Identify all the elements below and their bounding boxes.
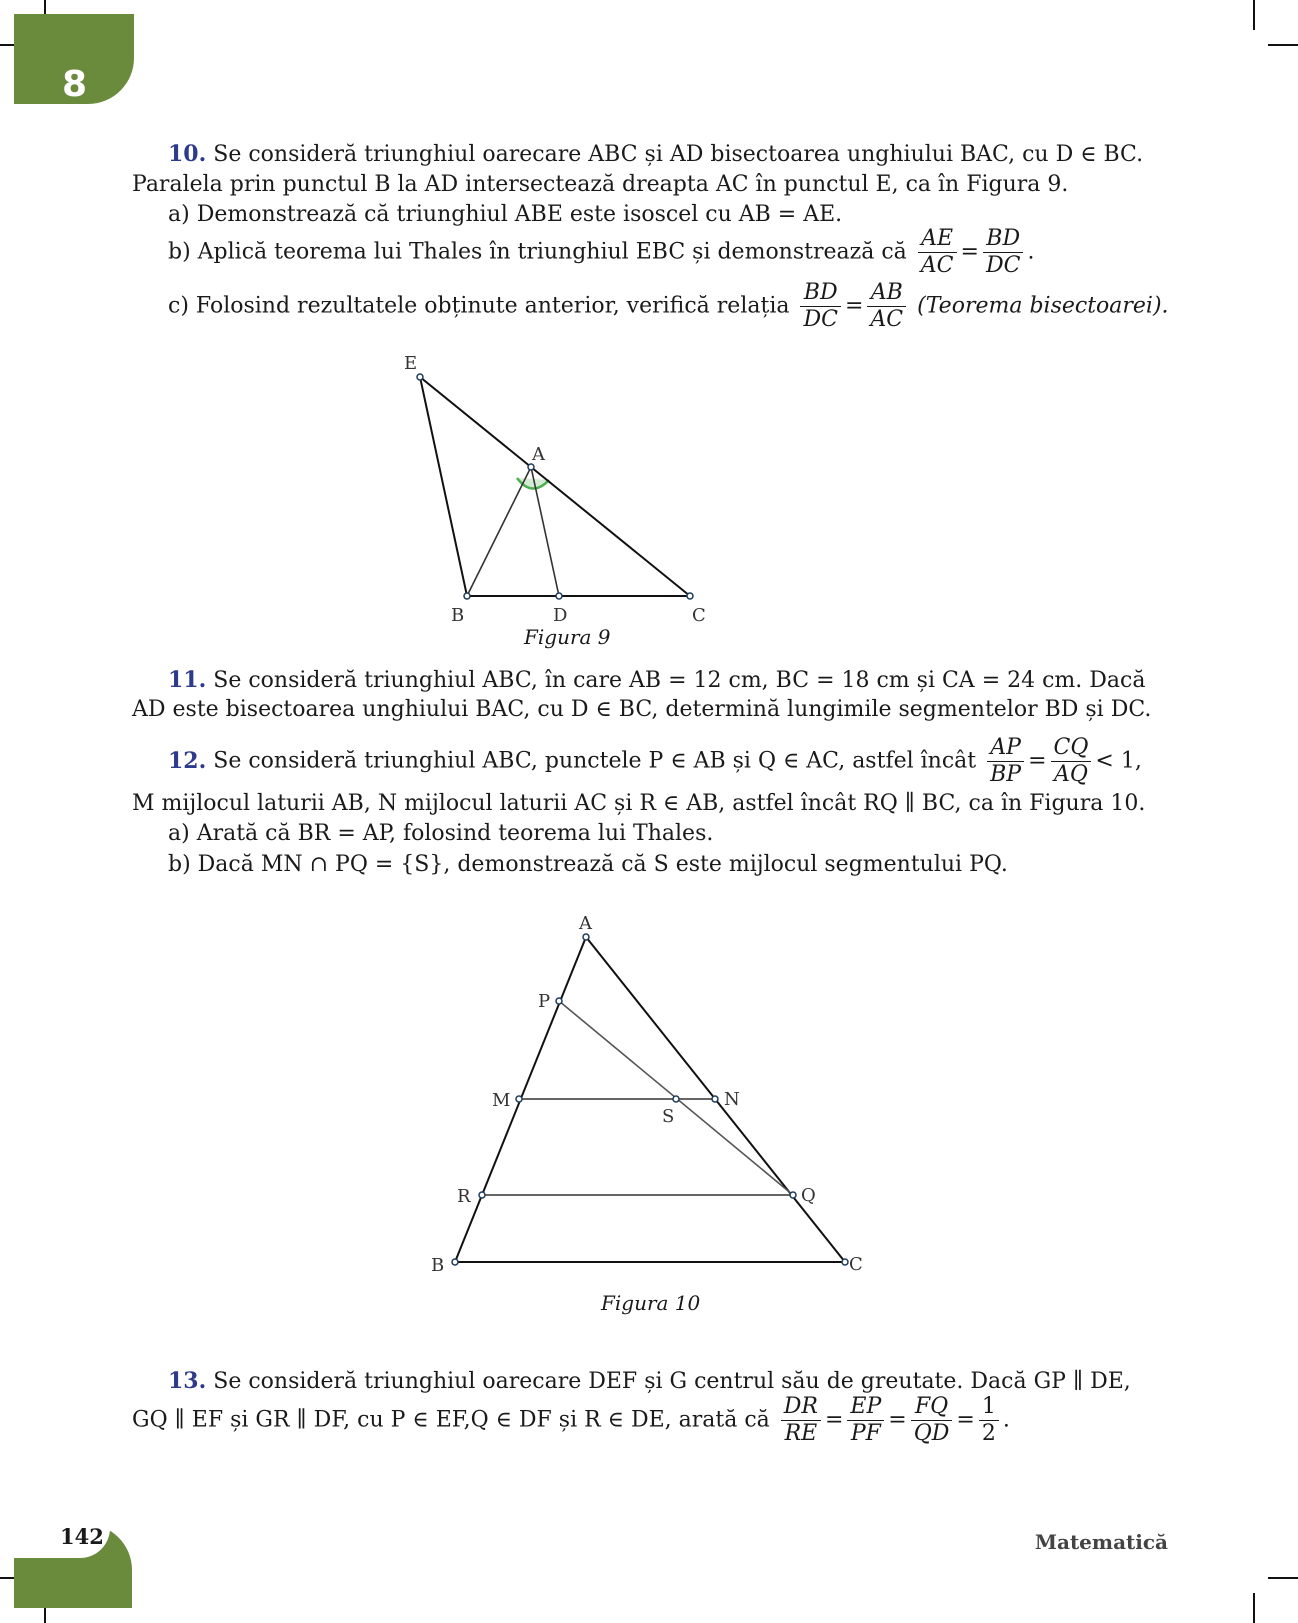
label-R: R <box>457 1186 471 1207</box>
numerator: BD <box>800 280 840 307</box>
denominator: DC <box>803 307 838 332</box>
inequality-end: < 1, <box>1095 748 1142 774</box>
problem-number: 11. <box>168 667 207 693</box>
label-A: A <box>532 444 545 465</box>
denominator: AC <box>920 253 954 278</box>
denominator: BP <box>990 762 1022 787</box>
label-B: B <box>431 1255 445 1276</box>
denominator: RE <box>784 1421 818 1446</box>
denominator: AQ <box>1054 762 1088 787</box>
problem-text: Se consideră triunghiul oarecare DEF și G centrul său de greutate. Dacă GP ∥ DE, <box>213 1369 1131 1394</box>
numerator: DR <box>781 1394 821 1421</box>
problem-10-part-a: a) Demonstrează că triunghiul ABE este isoscel cu AB = AE. <box>168 202 843 227</box>
label-A: A <box>579 913 592 934</box>
problem-number: 13. <box>168 1368 207 1394</box>
numerator: CQ <box>1051 735 1092 762</box>
part-c-text: c) Folosind rezultatele obținute anterior, verifică relația <box>168 293 790 319</box>
denominator: 2 <box>981 1421 996 1446</box>
numerator: EP <box>847 1394 884 1421</box>
fraction <box>979 1394 999 1447</box>
label-N: N <box>724 1089 740 1110</box>
numerator: AB <box>867 280 906 307</box>
point-A <box>583 934 589 940</box>
figure-9-caption: Figura 9 <box>524 625 611 649</box>
equals-sign: = <box>1028 748 1047 774</box>
point-N <box>712 1096 718 1102</box>
equals-sign: = <box>956 1407 975 1433</box>
point-S <box>673 1096 679 1102</box>
problem-text: Se consideră triunghiul ABC, punctele P ∈ AB și Q ∈ AC, astfel încât <box>213 748 977 774</box>
point-M <box>516 1096 522 1102</box>
point-B <box>452 1259 458 1265</box>
chapter-number: 8 <box>62 64 88 105</box>
fraction <box>911 1394 953 1447</box>
problem-12-line-2: M mijlocul laturii AB, N mijlocul laturii AC și R ∈ AB, astfel încât RQ ∥ BC, ca în Figura 10. <box>132 791 1146 816</box>
problem-number: 10. <box>168 141 207 167</box>
label-B: B <box>451 605 465 626</box>
figure-10-caption: Figura 10 <box>601 1291 701 1315</box>
label-D: D <box>553 605 568 626</box>
numerator: BD <box>983 226 1023 253</box>
page-number: 142 <box>60 1524 104 1549</box>
problem-11-line-2: AD este bisectoarea unghiului BAC, cu D ∈ BC, determină lungimile segmentelor BD și DC. <box>132 697 1152 722</box>
numerator: FQ <box>911 1394 953 1421</box>
label-C: C <box>692 605 706 626</box>
part-b-text: b) Aplică teorema lui Thales în triunghiul EBC și demonstrează că <box>168 239 907 265</box>
label-P: P <box>538 991 551 1012</box>
denominator: AC <box>870 307 904 332</box>
point-Q <box>790 1192 796 1198</box>
theorem-name: (Teorema bisectoarei). <box>917 293 1169 319</box>
problem-13-line-2 <box>132 1394 1172 1447</box>
numerator: 1 <box>979 1394 999 1421</box>
numerator: AE <box>918 226 957 253</box>
fraction <box>847 1394 884 1447</box>
label-S: S <box>662 1106 675 1127</box>
denominator: PF <box>850 1421 881 1446</box>
subject-label: Matematică <box>1034 1530 1168 1554</box>
period: . <box>1027 239 1035 265</box>
numerator: AP <box>987 735 1024 762</box>
label-M: M <box>492 1090 511 1111</box>
label-C: C <box>849 1254 863 1275</box>
problem-text: Se consideră triunghiul oarecare ABC și AD bisectoarea unghiului BAC, cu D ∈ BC. <box>213 142 1144 167</box>
fraction <box>781 1394 821 1447</box>
equals-sign: = <box>824 1407 844 1433</box>
problem-12-part-b: b) Dacă MN ∩ PQ = {S}, demonstrează că S este mijlocul segmentului PQ. <box>168 852 1008 877</box>
point-R <box>479 1192 485 1198</box>
problem-text: GQ ∥ EF și GR ∥ DF, cu P ∈ EF,Q ∈ DF și R ∈ DE, arată că <box>132 1407 770 1433</box>
period: . <box>1002 1407 1010 1433</box>
label-E: E <box>404 353 418 374</box>
problem-10-line-2: Paralela prin punctul B la AD intersectează dreapta AC în punctul E, ca în Figura 9. <box>132 172 1069 197</box>
equals-sign: = <box>888 1407 907 1433</box>
problem-13-line-1 <box>132 1367 1172 1396</box>
label-Q: Q <box>801 1185 816 1206</box>
denominator: QD <box>913 1421 950 1446</box>
problem-number: 12. <box>168 747 207 774</box>
denominator: DC <box>985 253 1021 278</box>
equals-sign: = <box>844 293 864 319</box>
problem-text: Se consideră triunghiul ABC, în care AB = 12 cm, BC = 18 cm și CA = 24 cm. Dacă <box>213 668 1146 693</box>
equals-sign: = <box>960 239 979 265</box>
point-C <box>842 1259 848 1265</box>
point-P <box>556 998 562 1004</box>
problem-12-part-a: a) Arată că BR = AP, folosind teorema lui Thales. <box>168 821 714 846</box>
